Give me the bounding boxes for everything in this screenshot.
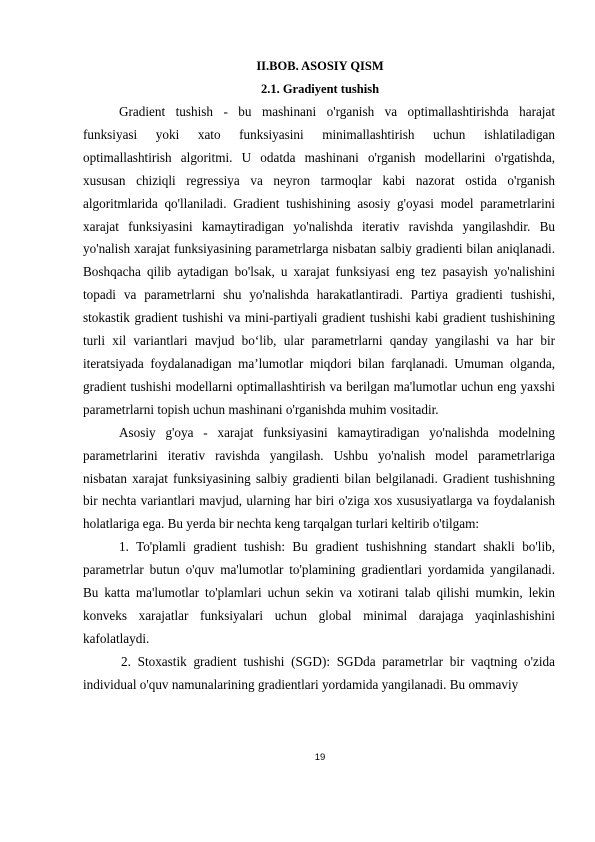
paragraph: Gradient tushish - bu mashinani o'rganish va optimallashtirishda harajat funksiyasi yoki xato funksiyasini minimallashtirish uchun ishlatiladigan optimallashtirish algoritmi. U odatda mashinani o'rganish modellarini o'rgatishda, xususan chiziqli regressiya va neyron tarmoqlar kabi nazorat ostida o'rganish algoritmlarida qo'llaniladi. Gradient tushishining asosiy g'oyasi model parametrlarini xarajat funksiyasini kamaytiradigan yo'nalishda iterativ ravishda yangilashdir. Bu yo'nalish xarajat funksiyasining parametrlarga nisbatan salbiy gradienti bilan aniqlanadi. Boshqacha qilib aytadigan bo'lsak, u xarajat funksiyasi eng tez pasayish yo'nalishini topadi va parametrlarni shu yo'nalishda harakatlantiradi. Partiya gradienti tushishi, stokastik gradient tushishi va mini-partiyali gradient tushishi kabi gradient tushishining turli xil variantlari mavjud bo‘lib, ular parametrlarni qanday yangilashi va har bir iteratsiyada foydalanadigan ma’lumotlar miqdori bilan farqlanadi. Umuman olganda, gradient tushishi modellarni optimallashtirish va berilgan ma'lumotlar uchun eng yaxshi parametrlarni topish uchun mashinani o'rganishda muhim vositadir. xyxy=(83,104,555,417)
paragraph: Asosiy g'oya - xarajat funksiyasini kamaytiradigan yo'nalishda modelning parametrlarini iterativ ravishda yangilash. Ushbu yo'nalish model parametrlariga nisbatan xarajat funksiyasining salbiy gradienti bilan belgilanadi. Gradient tushishning bir nechta variantlari mavjud, ularning har biri o'ziga xos xususiyatlarga va foydalanish holatlariga ega. Bu yerda bir nechta keng tarqalgan turlari keltirib o'tilgam: xyxy=(83,424,555,532)
section-title: 2.1. Gradiyent tushish xyxy=(260,82,380,96)
paragraph: 1. To'plamli gradient tushish: Bu gradient tushishning standart shakli bo'lib, parametrlar butun o'quv ma'lumotlar to'plamining gradientlari yordamida yangilanadi. Bu katta ma'lumotlar to'plamlari uchun sekin va xotirani talab qilishi mumkin, lekin konveks xarajatlar funksiyalari uchun global minimal darajaga yaqinlashishini kafolatlaydi. xyxy=(83,539,555,646)
chapter-title: II.BOB. ASOSIY QISM xyxy=(256,59,384,73)
body-text xyxy=(83,101,555,697)
paragraph: 2. Stoxastik gradient tushishi (SGD): SGDda parametrlar bir vaqtning o'zida individual o'quv namunalarining gradientlari yordamida yangilanadi. Bu ommaviy xyxy=(83,653,555,692)
page-number: 19 xyxy=(314,752,326,763)
